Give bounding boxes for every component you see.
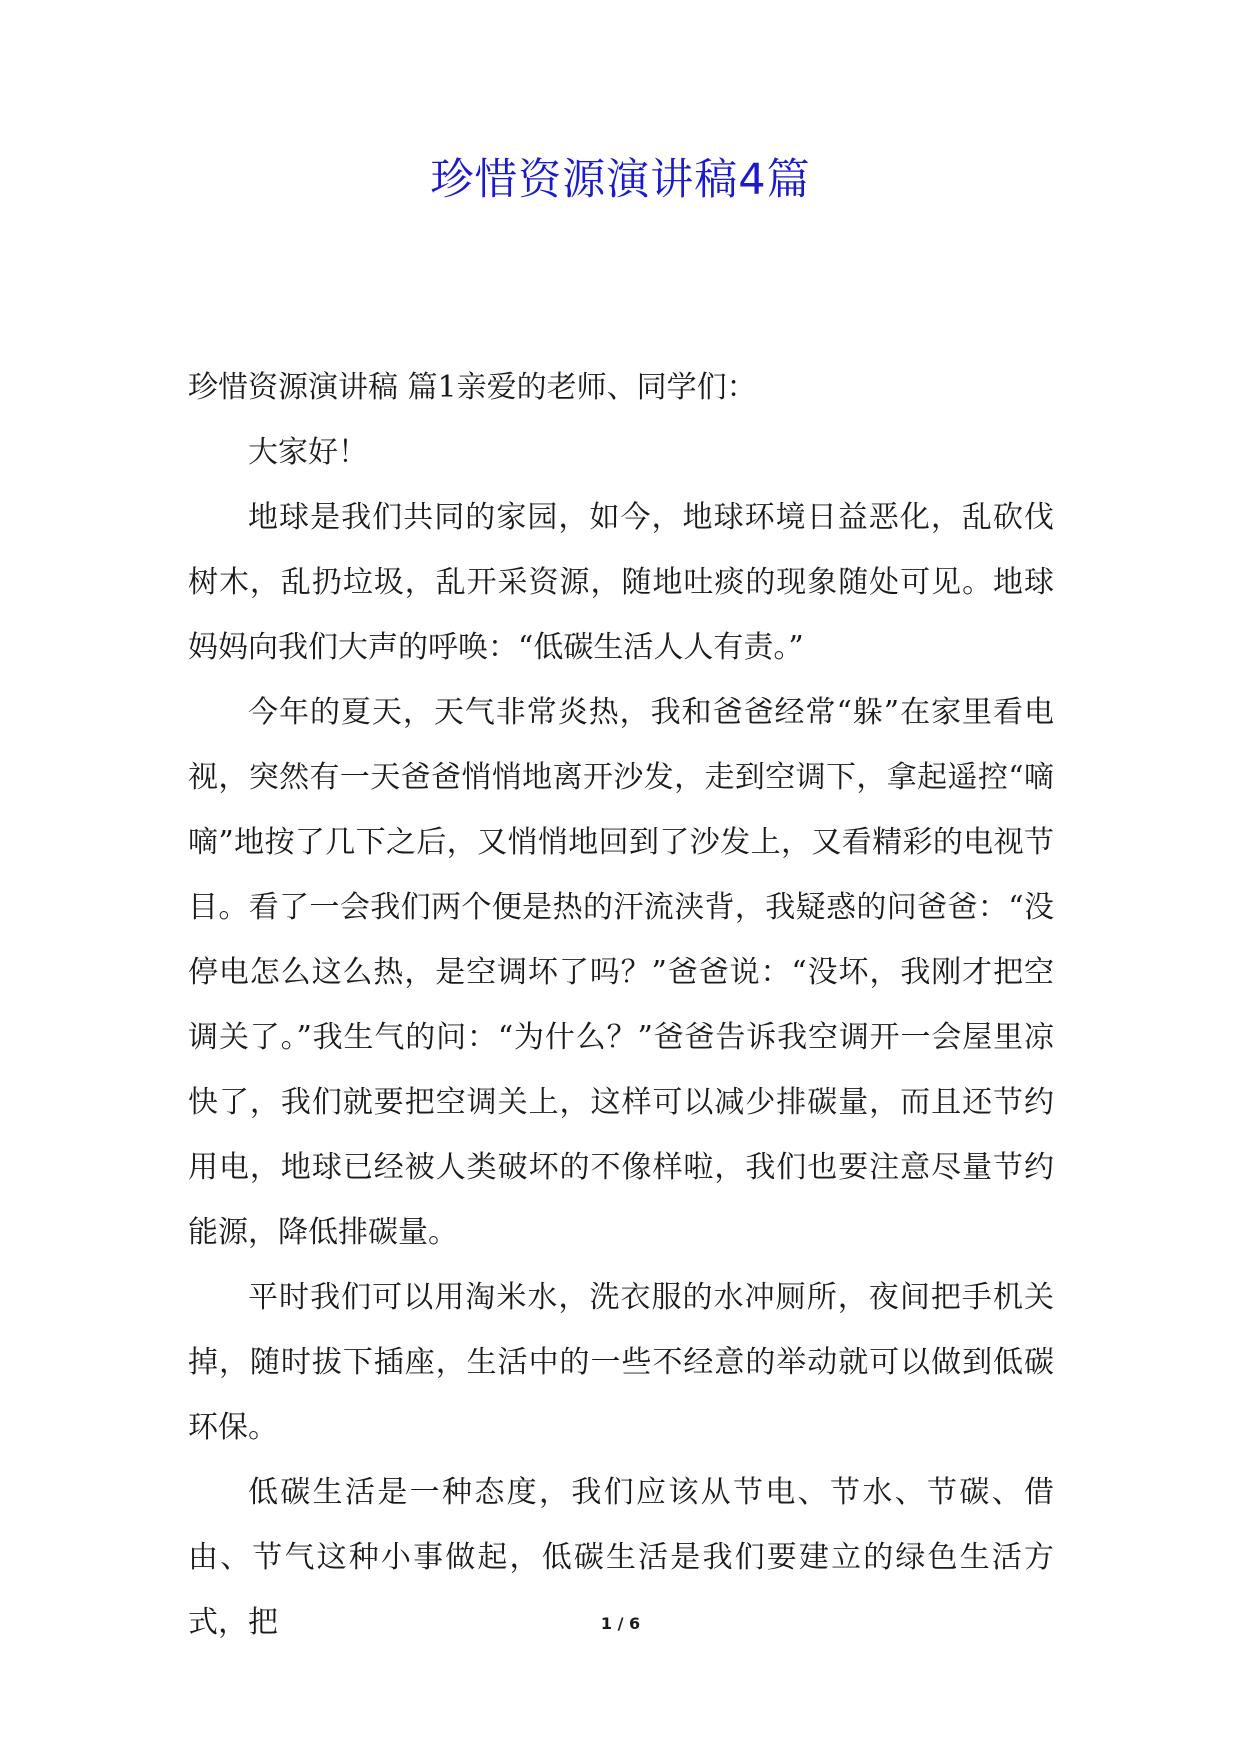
- paragraph: 平时我们可以用淘米水，洗衣服的水冲厕所，夜间把手机关掉，随时拔下插座，生活中的一些不经意的举动就可以做到低碳环保。: [188, 1280, 1054, 1445]
- paragraph: 今年的夏天，天气非常炎热，我和爸爸经常“躲”在家里看电视，突然有一天爸爸悄悄地离开沙发，走到空调下，拿起遥控“嘀嘀”地按了几下之后，又悄悄地回到了沙发上，又看精彩的电视节目。看了一会我们两个便是热的汗流浃背，我疑惑的问爸爸：“没停电怎么这么热，是空调坏了吗？”爸爸说：“没坏，我刚才把空调关了。”我生气的问：“为什么？”爸爸告诉我空调开一会屋里凉快了，我们就要把空调关上，这样可以减少排碳量，而且还节约用电，地球已经被人类破坏的不像样啦，我们也要注意尽量节约能源，降低排碳量。: [188, 695, 1054, 1250]
- document-title: 珍惜资源演讲稿4篇: [430, 155, 811, 205]
- paragraph-greeting: 大家好！: [248, 435, 368, 470]
- paragraph-heading-line: 珍惜资源演讲稿 篇1亲爱的老师、同学们：: [188, 370, 757, 405]
- page-number: 1 / 6: [600, 1614, 641, 1633]
- paragraph: 低碳生活是一种态度，我们应该从节电、节水、节碳、借由、节气这种小事做起，低碳生活是我们要建立的绿色生活方式，把: [188, 1475, 1054, 1640]
- document-body: [188, 355, 1054, 1655]
- paragraph: 地球是我们共同的家园，如今，地球环境日益恶化，乱砍伐树木，乱扔垃圾，乱开采资源，随地吐痰的现象随处可见。地球妈妈向我们大声的呼唤：“低碳生活人人有责。”: [188, 500, 1054, 665]
